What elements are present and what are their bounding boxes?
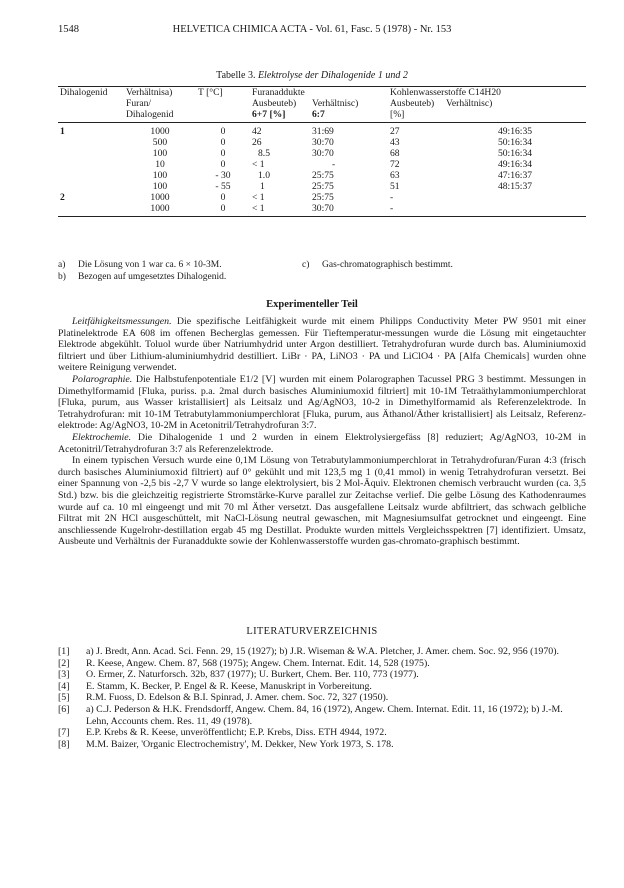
reference-number: [2] <box>58 657 70 669</box>
running-header <box>58 24 566 40</box>
paragraph <box>58 432 586 455</box>
footnote-b <box>58 272 226 282</box>
cell-fur-verhaeltnis: 30:70 <box>312 137 334 148</box>
cell-fur-verhaeltnis: 25:75 <box>312 170 334 181</box>
cell-temp: 0 <box>220 148 226 159</box>
paragraph-lead: Polarographie. <box>72 373 133 385</box>
table-row <box>58 159 586 170</box>
table-row <box>58 203 586 217</box>
cell-temp: 0 <box>196 203 250 217</box>
reference-text: O. Ermer, Z. Naturforsch. 32b, 837 (1977); U. Burkert, Chem. Ber. 110, 773 (1977). <box>86 669 419 681</box>
cell-verhaeltnis: 500 <box>152 137 168 148</box>
cell-temp: - 55 <box>215 181 231 192</box>
paragraph-text: Die spezifische Leitfähigkeit wurde mit einem Philipps Conductivity Meter PW 9501 mit einer Platinelektrode EA 608 im offenen Becherglas gemessen. Für Tieftemperatur-messungen wurde die Lösung mit eingetauchter Elektrode abgekühlt. Toluol wurde über Natriumhydrid unter Argon destilliert. Tetrahydrofuran wurde durch bas. Aluminiumoxid filtriert und über Lithium-aluminiumhydrid destilliert. LiBr · PA, LiNO3 · PA und LiClO4 · PA [Alfa Chemicals] wurden ohne weitere Reinigung verwendet. <box>58 316 586 374</box>
experimental-body <box>58 316 586 548</box>
col-header-kw-ausbeute: Ausbeuteb) <box>390 98 435 109</box>
footnote-a-mark: a) <box>58 260 66 270</box>
cell-verhaeltnis: 100 <box>152 181 168 192</box>
cell-kw-verhaeltnis: 49:16:35 <box>497 126 533 137</box>
col-header-fur-ausbeute: Ausbeuteb) <box>252 98 297 109</box>
cell-fur-verhaeltnis: 30:70 <box>312 148 334 159</box>
cell-fur-ausbeute: 8.5 <box>258 148 270 159</box>
references-list <box>58 646 586 750</box>
cell-dihalogenid <box>58 148 124 159</box>
cell-kw-ausbeute: 72 <box>390 159 400 170</box>
paragraph-text: Die Halbstufenpotentiale E1/2 [V] wurden mit einem Polarographen Tacussel PRG 3 bestimmt. Messungen in Dimethylformamid [Fluka, puriss. p.a. 2mal durch basisches Aluminiumoxid filtriert] mit 10-1M Tetraäthylammoniumperchlorat [Fluka, purum, aus Wasser kristallisiert] als Leitsalz und Ag/AgNO3, 10-2 in Dimethylformamid als Referenzelektrode. In Tetrahydrofuran: mit 10-1M Tetrabutylammoniumperchlorat [Fluka, purum, aus Äthanol/Äther kristallisiert] als Leitsalz, Referenz-elektrode: Ag/AgNO3, 10-2M in Acetonitril/Tetrahydrofuran 3:7. <box>58 373 586 432</box>
paragraph-lead: Elektrochemie. <box>72 431 132 443</box>
cell-kw-verhaeltnis <box>444 192 586 203</box>
cell-fur-ausbeute: < 1 <box>252 192 265 203</box>
group-header-kohlenwasserstoffe: Kohlenwasserstoffe C14H20 <box>388 87 586 99</box>
paragraph <box>58 455 586 548</box>
col-header-kw-verhaeltnis: Verhältnisc) <box>446 98 493 109</box>
cell-kw-ausbeute: 68 <box>390 148 400 159</box>
cell-kw-verhaeltnis <box>444 203 586 217</box>
cell-dihalogenid <box>58 203 124 217</box>
table-row <box>58 148 586 159</box>
col-header-kw-ausbeute-line2: [%] <box>388 109 444 123</box>
reference-text: a) J. Bredt, Ann. Acad. Sci. Fenn. 29, 15 (1927); b) J.R. Wiseman & W.A. Pletcher, J. Amer. chem. Soc. 92, 956 (1970). <box>86 646 559 657</box>
cell-fur-ausbeute: 42 <box>252 126 262 137</box>
cell-verhaeltnis: 10 <box>155 159 165 170</box>
table-caption <box>0 70 624 81</box>
cell-kw-ausbeute: - <box>388 203 444 217</box>
cell-fur-ausbeute: < 1 <box>252 159 265 170</box>
table-header-row-2 <box>58 98 586 109</box>
reference-text: M.M. Baizer, 'Organic Electrochemistry', M. Dekker, New York 1973, S. 178. <box>86 738 394 750</box>
footnote-a-text: Die Lösung von 1 war ca. 6 × 10-3M. <box>78 260 222 270</box>
cell-fur-verhaeltnis: - <box>332 159 336 170</box>
references-title: LITERATURVERZEICHNIS <box>246 626 378 637</box>
col-header-fur-verhaeltnis: Verhältnisc) <box>312 98 359 109</box>
cell-temp: 0 <box>220 137 226 148</box>
reference-item <box>58 704 586 727</box>
cell-fur-ausbeute: 1 <box>260 181 265 192</box>
cell-temp: 0 <box>220 126 226 137</box>
electrolysis-table <box>58 86 586 217</box>
col-header-dihalogenid: Dihalogenid <box>58 87 124 99</box>
group-header-furanaddukte: Furanaddukte <box>250 87 388 99</box>
table-caption-title: Elektrolyse der Dihalogenide 1 und 2 <box>257 70 408 81</box>
table-row <box>58 181 586 192</box>
table-row <box>58 170 586 181</box>
paragraph <box>58 374 586 432</box>
cell-verhaeltnis: 1000 <box>150 192 170 203</box>
footnote-b-text: Bezogen auf umgesetztes Dihalogenid. <box>78 272 227 282</box>
footnote-c-mark: c) <box>302 260 310 270</box>
table-row <box>58 137 586 148</box>
reference-item <box>58 658 586 670</box>
reference-number: [7] <box>58 727 70 739</box>
paragraph <box>58 316 586 374</box>
table-row <box>58 123 586 138</box>
col-header-verhaeltnis-line3: Dihalogenid <box>124 109 196 123</box>
cell-kw-ausbeute: 63 <box>390 170 400 181</box>
cell-dihalogenid: 1 <box>60 126 65 137</box>
cell-kw-verhaeltnis: 48:15:37 <box>497 181 533 192</box>
cell-temp: - 30 <box>215 170 231 181</box>
paragraph-text: Die Dihalogenide 1 und 2 wurden in einem Elektrolysiergefäss [8] reduziert; Ag/AgNO3, 10-2M in Acetonitril/Tetrahydrofuran 3:7 als Referenzelektrode. <box>58 431 586 455</box>
cell-verhaeltnis: 1000 <box>150 126 170 137</box>
footnote-c-text: Gas-chromatographisch bestimmt. <box>322 260 453 270</box>
paragraph-text: In einem typischen Versuch wurde eine 0,1M Lösung von Tetrabutylammoniumperchlorat in Tetrahydrofuran/Furan 4:3 (frisch durch basisches Aluminiumoxid filtriert) auf 0° gekühlt und mit 123,5 mg 1 (0,41 mmol) in wenig Tetrahydrofuran versetzt. Bei einer Spannung von -2,5 bis -2,7 V wurde so lange elektrolysiert, bis 2 Mol-Äquiv. Elektronen chemisch verbraucht wurden (ca. 3,5 Std.) bzw. bis die gleichzeitig registrierte Stromstärke-Kurve parallel zur Zeitachse verlief. Die gelbe Lösung des Kathodenraumes wurde auf ca. 10 ml eingeengt und mit 70 ml Äther versetzt. Das ausgefallene Leitsalz wurde abfiltriert, das schwach gelbliche Filtrat mit 2N HCl ausgeschüttelt, mit NaCl-Lösung neutral gewaschen, mit Magnesiumsulfat getrocknet und eingeengt. Eine anschliessende Kugelrohr-destillation ergab 45 mg Destillat. Produkte wurden mittels Vergleichsspektren [7] identifiziert. Umsatz, Ausbeute und Verhältnis der Furanaddukte sowie der Kohlenwasserstoffe wurden gas-chromato-graphisch bestimmt. <box>58 455 586 548</box>
footnote-c <box>302 260 453 270</box>
col-header-verhaeltnis: Verhältnisa) <box>124 87 196 99</box>
footnote-a <box>58 260 222 270</box>
reference-item <box>58 739 586 751</box>
cell-dihalogenid <box>58 159 124 170</box>
reference-number: [5] <box>58 692 70 704</box>
cell-kw-verhaeltnis: 50:16:34 <box>497 148 533 159</box>
reference-number: [6] <box>58 703 70 715</box>
reference-item <box>58 692 586 704</box>
col-header-fur-verhaeltnis-line2: 6:7 <box>310 109 388 123</box>
reference-item <box>58 727 586 739</box>
cell-temp: 0 <box>220 159 226 170</box>
cell-fur-ausbeute: 1.0 <box>258 170 270 181</box>
cell-fur-verhaeltnis: 30:70 <box>310 203 388 217</box>
cell-kw-ausbeute: 51 <box>390 181 400 192</box>
reference-number: [3] <box>58 669 70 681</box>
reference-text: R. Keese, Angew. Chem. 87, 568 (1975); Angew. Chem. Internat. Edit. 14, 528 (1975). <box>86 657 430 669</box>
table-header-row-3 <box>58 109 586 123</box>
journal-title: HELVETICA CHIMICA ACTA - Vol. 61, Fasc. 5 (1978) - Nr. 153 <box>172 24 452 35</box>
cell-kw-ausbeute: 27 <box>390 126 400 137</box>
cell-fur-verhaeltnis: 25:75 <box>312 181 334 192</box>
reference-text: E.P. Krebs & R. Keese, unveröffentlicht; E.P. Krebs, Diss. ETH 4944, 1972. <box>86 727 387 739</box>
reference-item <box>58 681 586 693</box>
footnote-b-mark: b) <box>58 272 66 282</box>
col-header-fur-ausbeute-line2: 6+7 [%] <box>250 109 310 123</box>
col-header-temp: T [°C] <box>196 87 250 99</box>
reference-text: a) C.J. Pederson & H.K. Frendsdorff, Angew. Chem. 84, 16 (1972), Angew. Chem. Internat. Edit. 11, 16 (1972); b) J.-M. Lehn, Accounts chem. Res. 11, 49 (1978). <box>86 703 563 727</box>
reference-number: [8] <box>58 738 70 750</box>
reference-text: R.M. Fuoss, D. Edelson & B.I. Spinrad, J. Amer. chem. Soc. 72, 327 (1950). <box>86 692 389 704</box>
reference-item <box>58 646 586 658</box>
cell-verhaeltnis: 1000 <box>124 203 196 217</box>
cell-kw-verhaeltnis: 50:16:34 <box>497 137 533 148</box>
col-header-verhaeltnis-line2: Furan/ <box>126 98 152 109</box>
cell-fur-verhaeltnis: 25:75 <box>312 192 334 203</box>
cell-dihalogenid <box>58 137 124 148</box>
cell-dihalogenid <box>58 181 124 192</box>
cell-fur-ausbeute: < 1 <box>250 203 310 217</box>
cell-temp: 0 <box>220 192 226 203</box>
cell-verhaeltnis: 100 <box>152 148 168 159</box>
table-caption-prefix: Tabelle 3. <box>216 70 256 81</box>
reference-number: [4] <box>58 680 70 692</box>
table-row <box>58 192 586 203</box>
paragraph-lead: Leitfähigkeitsmessungen. <box>72 316 172 327</box>
section-title: Experimenteller Teil <box>266 299 358 310</box>
cell-kw-ausbeute: 43 <box>390 137 400 148</box>
cell-dihalogenid: 2 <box>60 192 65 203</box>
cell-fur-verhaeltnis: 31:69 <box>312 126 334 137</box>
table-header-row-1 <box>58 87 586 99</box>
cell-kw-verhaeltnis: 47:16:37 <box>497 170 533 181</box>
cell-verhaeltnis: 100 <box>152 170 168 181</box>
cell-kw-verhaeltnis: 49:16:34 <box>497 159 533 170</box>
cell-fur-ausbeute: 26 <box>252 137 262 148</box>
reference-number: [1] <box>58 646 70 657</box>
reference-item <box>58 669 586 681</box>
cell-kw-ausbeute: - <box>390 192 394 203</box>
reference-text: E. Stamm, K. Becker, P. Engel & R. Keese, Manuskript in Vorbereitung. <box>86 680 372 692</box>
page-number: 1548 <box>58 24 79 35</box>
cell-dihalogenid <box>58 170 124 181</box>
